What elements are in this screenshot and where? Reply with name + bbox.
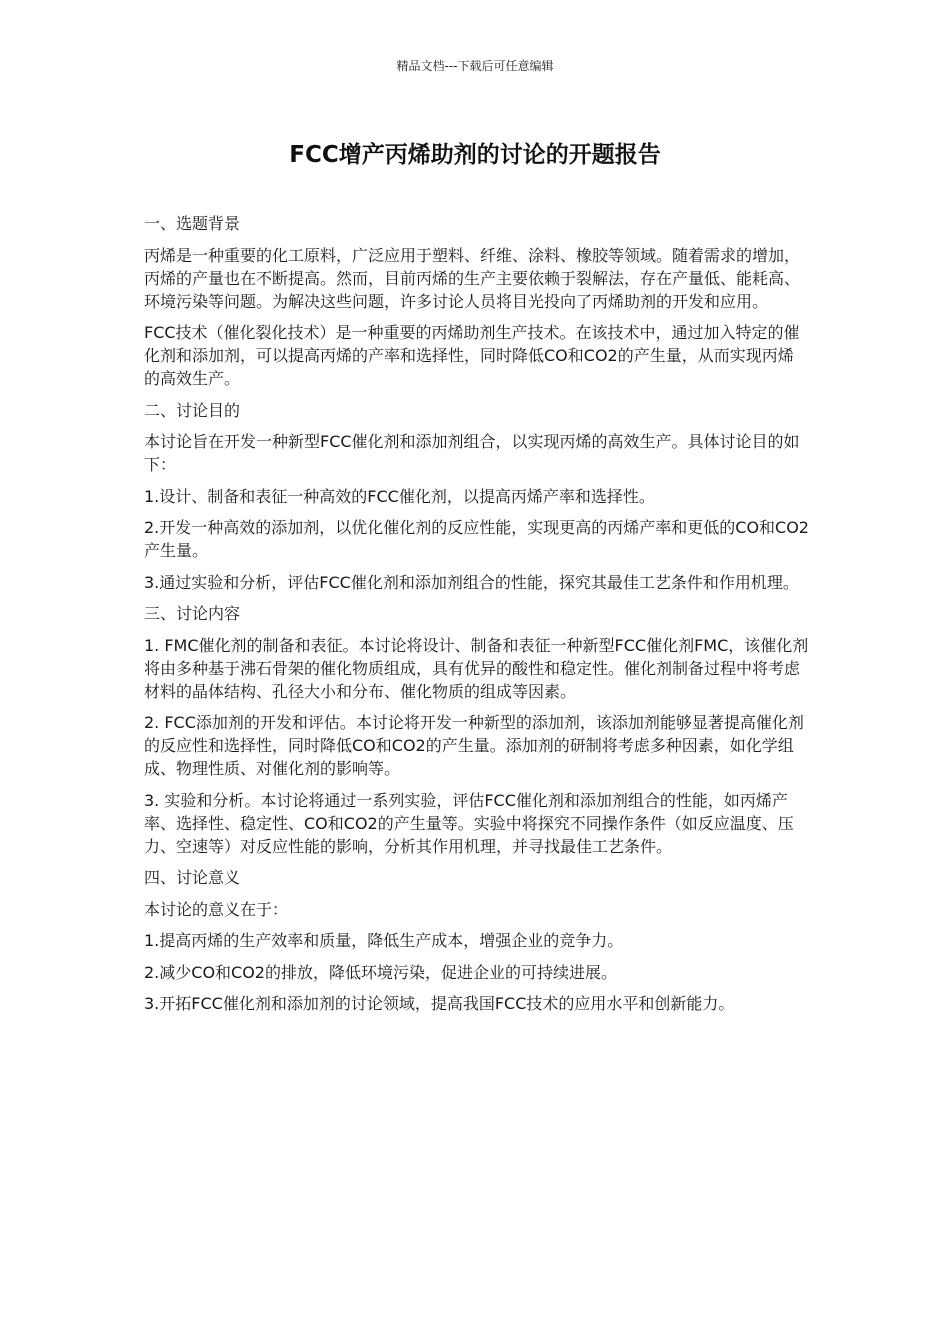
section-heading: 二、讨论目的 bbox=[144, 400, 241, 420]
section-heading: 四、讨论意义 bbox=[144, 868, 241, 887]
paragraph: 丙烯是一种重要的化工原料，广泛应用于塑料、纤维、涂料、橡胶等领域。随着需求的增加，丙烯的产量也在不断提高。然而，目前丙烯的生产主要依赖于裂解法，存在产量低、能耗高、环境污染等问题。为解决这些问题，许多讨论人员将目光投向了丙烯助剂的开发和应用。 bbox=[144, 245, 801, 311]
list-item: 1.设计、制备和表征一种高效的FCC催化剂，以提高丙烯产率和选择性。 bbox=[144, 486, 655, 506]
paragraph: 本讨论的意义在于： bbox=[144, 899, 289, 919]
list-item: 3.通过实验和分析，评估FCC催化剂和添加剂组合的性能，探究其最佳工艺条件和作用机理。 bbox=[144, 572, 799, 592]
paragraph: 本讨论旨在开发一种新型FCC催化剂和添加剂组合，以实现丙烯的高效生产。具体讨论目的如下： bbox=[144, 432, 800, 474]
section-heading: 三、讨论内容 bbox=[144, 604, 241, 623]
list-item: 3.开拓FCC催化剂和添加剂的讨论领域，提高我国FCC技术的应用水平和创新能力。 bbox=[144, 994, 735, 1013]
document-body bbox=[144, 212, 809, 1024]
paragraph: FCC技术（催化裂化技术）是一种重要的丙烯助剂生产技术。在该技术中，通过加入特定的催化剂和添加剂，可以提高丙烯的产率和选择性，同时降低CO和CO2的产生量，从而实现丙烯的高效生产。 bbox=[144, 323, 800, 388]
document-title: FCC增产丙烯助剂的讨论的开题报告 bbox=[289, 142, 661, 168]
list-item: 1.提高丙烯的生产效率和质量，降低生产成本，增强企业的竞争力。 bbox=[144, 931, 624, 950]
list-item: 2.减少CO和CO2的排放，降低环境污染，促进企业的可持续进展。 bbox=[144, 962, 617, 982]
list-item: 3. 实验和分析。本讨论将通过一系列实验，评估FCC催化剂和添加剂组合的性能，如丙烯产率、选择性、稳定性、CO和CO2的产生量等。实验中将探究不同操作条件（如反应温度、压力、空速等）对反应性能的影响，分析其作用机理，并寻找最佳工艺条件。 bbox=[144, 790, 794, 856]
section-heading: 一、选题背景 bbox=[144, 214, 241, 233]
list-item: 2.开发一种高效的添加剂，以优化催化剂的反应性能，实现更高的丙烯产率和更低的CO和CO2产生量。 bbox=[144, 518, 809, 560]
list-item: 2. FCC添加剂的开发和评估。本讨论将开发一种新型的添加剂，该添加剂能够显著提高催化剂的反应性和选择性，同时降低CO和CO2的产生量。添加剂的研制将考虑多种因素，如化学组成、物理性质、对催化剂的影响等。 bbox=[144, 713, 804, 778]
list-item: 1. FMC催化剂的制备和表征。本讨论将设计、制备和表征一种新型FCC催化剂FMC，该催化剂将由多种基于沸石骨架的催化物质组成，具有优异的酸性和稳定性。催化剂制备过程中将考虑材料的晶体结构、孔径大小和分布、催化物质的组成等因素。 bbox=[144, 635, 809, 701]
header-note: 精品文档---下载后可任意编辑 bbox=[396, 59, 554, 73]
